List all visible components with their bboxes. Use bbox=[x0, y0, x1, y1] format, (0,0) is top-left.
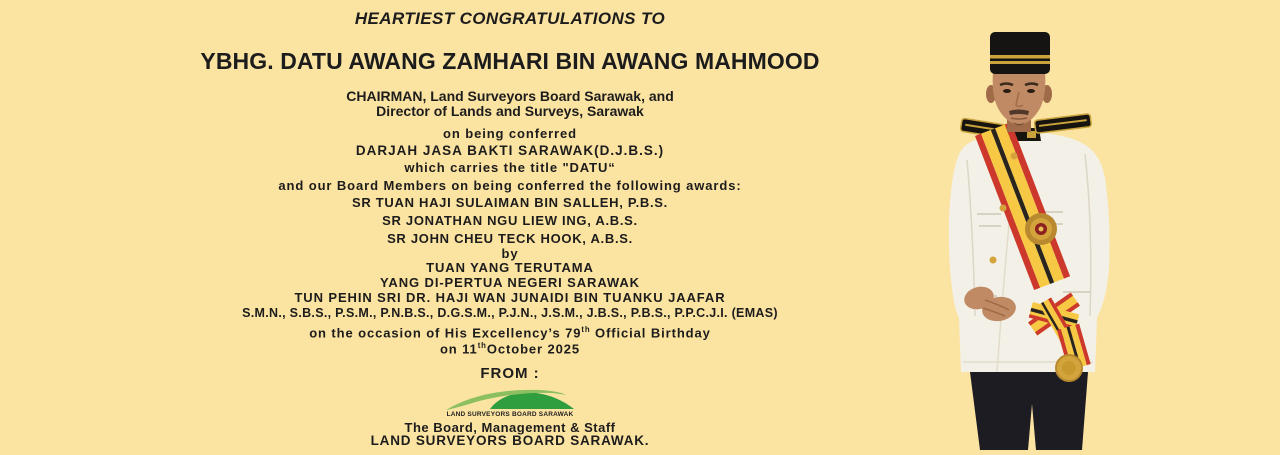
honoree-title-line2: Director of Lands and Surveys, Sarawak bbox=[376, 103, 644, 119]
from-line2: LAND SURVEYORS BOARD SARAWAK. bbox=[370, 433, 650, 448]
eye-left bbox=[1003, 89, 1011, 93]
collar-gold-right bbox=[1027, 131, 1036, 138]
conferrer-line-1: TUAN YANG TERUTAMA bbox=[426, 260, 594, 275]
by-label: by bbox=[501, 246, 519, 261]
honoree-title-line1: CHAIRMAN, Land Surveyors Board Sarawak, and bbox=[346, 88, 674, 104]
date-ordinal: th bbox=[477, 341, 487, 350]
occasion-ordinal: th bbox=[581, 325, 591, 334]
board-member-3: SR JOHN CHEU TECK HOOK, A.B.S. bbox=[387, 231, 633, 246]
hanging-medal bbox=[1056, 355, 1082, 381]
eye-right bbox=[1027, 89, 1035, 93]
from-line1: The Board, Management & Staff bbox=[404, 420, 616, 435]
board-intro: and our Board Members on being conferred the following awards: bbox=[278, 178, 742, 193]
conferrer-line-2: YANG DI-PERTUA NEGERI SARAWAK bbox=[380, 275, 640, 290]
breast-star-order bbox=[1025, 213, 1057, 245]
portrait-graphic bbox=[935, 28, 1125, 450]
honoree-portrait bbox=[935, 28, 1125, 450]
conferred-intro: on being conferred bbox=[443, 126, 577, 141]
from-label: FROM : bbox=[480, 365, 540, 382]
logo-caption: LAND SURVEYORS BOARD SARAWAK bbox=[446, 411, 574, 418]
head bbox=[986, 32, 1052, 132]
title-carries: which carries the title "DATU“ bbox=[404, 160, 616, 175]
board-member-1: SR TUAN HAJI SULAIMAN BIN SALLEH, P.B.S. bbox=[352, 195, 668, 210]
face bbox=[993, 72, 1046, 125]
heading-italic: HEARTIEST CONGRATULATIONS TO bbox=[354, 9, 666, 28]
board-member-2: SR JONATHAN NGU LIEW ING, A.B.S. bbox=[382, 213, 638, 228]
occasion-suffix: Official Birthday bbox=[590, 325, 711, 341]
board-logo-graphic bbox=[445, 386, 575, 412]
epaulette-right bbox=[1034, 114, 1091, 134]
award-title: DARJAH JASA BAKTI SARAWAK(D.J.B.S.) bbox=[355, 143, 665, 158]
gold-button-1 bbox=[1011, 153, 1018, 160]
gold-button-3 bbox=[990, 257, 997, 264]
date-suffix: October 2025 bbox=[486, 341, 581, 357]
date-line bbox=[0, 338, 1020, 356]
gold-button-2 bbox=[1000, 205, 1007, 212]
honoree-name: YBHG. DATU AWANG ZAMHARI BIN AWANG MAHMOOD bbox=[200, 48, 820, 74]
date-prefix: on 11 bbox=[439, 341, 478, 357]
conferrer-line-3: TUN PEHIN SRI DR. HAJI WAN JUNAIDI BIN TUANKU JAAFAR bbox=[294, 290, 726, 305]
occasion-prefix: on the occasion of His Excellency’s 79 bbox=[309, 325, 582, 341]
trousers bbox=[970, 372, 1088, 450]
songkok-hat bbox=[990, 32, 1050, 74]
conferrer-honorifics: S.M.N., S.B.S., P.S.M., P.N.B.S., D.G.S.M., P.J.N., J.S.M., J.B.S., P.B.S., P.P.C.J.I. (EMAS) bbox=[242, 306, 778, 320]
